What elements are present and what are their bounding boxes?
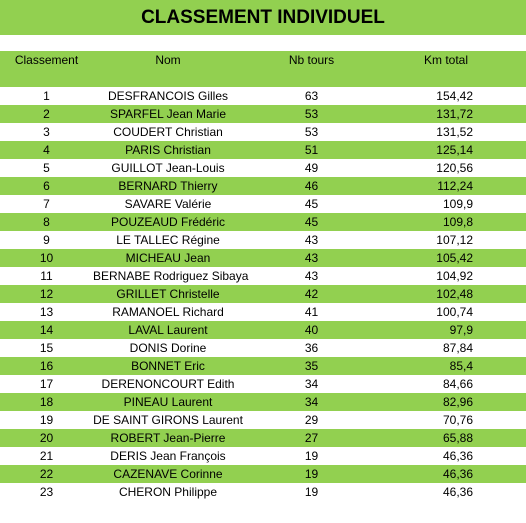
laps-cell: 34 xyxy=(304,377,319,391)
name-cell: CAZENAVE Corinne xyxy=(113,467,223,481)
table-row xyxy=(0,105,526,123)
name-cell: DE SAINT GIRONS Laurent xyxy=(93,413,243,427)
laps-cell: 53 xyxy=(304,125,319,139)
laps-cell: 19 xyxy=(304,485,319,499)
km-cell: 131,52 xyxy=(436,125,473,139)
rank-cell: 4 xyxy=(43,143,50,157)
km-cell: 85,4 xyxy=(449,359,473,373)
name-cell: GRILLET Christelle xyxy=(116,287,220,301)
laps-cell: 42 xyxy=(304,287,319,301)
laps-cell: 34 xyxy=(304,395,319,409)
name-cell: RAMANOEL Richard xyxy=(112,305,224,319)
laps-cell: 27 xyxy=(304,431,319,445)
name-cell: MICHEAU Jean xyxy=(125,251,211,265)
laps-cell: 19 xyxy=(304,467,319,481)
table-row xyxy=(0,321,526,339)
km-cell: 97,9 xyxy=(449,323,473,337)
table-row xyxy=(0,177,526,195)
name-cell: LAVAL Laurent xyxy=(128,323,208,337)
table-row xyxy=(0,411,526,429)
km-cell: 104,92 xyxy=(436,269,473,283)
rank-cell: 22 xyxy=(39,467,54,481)
laps-cell: 40 xyxy=(304,323,319,337)
name-cell: DESFRANCOIS Gilles xyxy=(107,89,229,103)
name-cell: DERIS Jean François xyxy=(110,449,226,463)
laps-cell: 19 xyxy=(304,449,319,463)
rank-cell: 15 xyxy=(39,341,54,355)
table-row xyxy=(0,213,526,231)
rank-cell: 19 xyxy=(39,413,54,427)
name-cell: DONIS Dorine xyxy=(129,341,207,355)
table-row xyxy=(0,141,526,159)
laps-cell: 49 xyxy=(304,161,319,175)
rank-cell: 11 xyxy=(40,269,53,283)
rank-cell: 7 xyxy=(43,197,50,211)
km-cell: 112,24 xyxy=(437,179,473,193)
laps-cell: 29 xyxy=(304,413,319,427)
laps-cell: 63 xyxy=(304,89,319,103)
km-cell: 46,36 xyxy=(442,467,473,481)
header-row xyxy=(0,51,526,69)
km-cell: 87,84 xyxy=(442,341,473,355)
laps-cell: 46 xyxy=(304,179,319,193)
name-cell: BONNET Eric xyxy=(131,359,205,373)
rank-cell: 6 xyxy=(43,179,50,193)
table-row xyxy=(0,339,526,357)
header-laps: Nb tours xyxy=(288,53,335,67)
km-cell: 131,72 xyxy=(436,107,473,121)
rank-cell: 5 xyxy=(43,161,50,175)
table-row xyxy=(0,393,526,411)
km-cell: 120,56 xyxy=(436,161,473,175)
km-cell: 109,9 xyxy=(442,197,473,211)
table-row xyxy=(0,483,526,501)
table-row xyxy=(0,285,526,303)
km-cell: 107,12 xyxy=(436,233,473,247)
km-cell: 46,36 xyxy=(442,449,473,463)
table-row xyxy=(0,249,526,267)
table-row xyxy=(0,303,526,321)
km-cell: 70,76 xyxy=(442,413,473,427)
rank-cell: 12 xyxy=(39,287,54,301)
rank-cell: 18 xyxy=(39,395,54,409)
laps-cell: 45 xyxy=(304,197,319,211)
name-cell: ROBERT Jean-Pierre xyxy=(110,431,226,445)
laps-cell: 45 xyxy=(304,215,319,229)
table-row xyxy=(0,267,526,285)
table-row xyxy=(0,195,526,213)
rank-cell: 8 xyxy=(43,215,50,229)
km-cell: 100,74 xyxy=(436,305,473,319)
table-row xyxy=(0,123,526,141)
name-cell: CHERON Philippe xyxy=(118,485,218,499)
header-rank: Classement xyxy=(14,53,79,67)
km-cell: 105,42 xyxy=(436,251,473,265)
name-cell: SPARFEL Jean Marie xyxy=(109,107,227,121)
name-cell: BERNARD Thierry xyxy=(118,179,218,193)
rank-cell: 3 xyxy=(43,125,50,139)
laps-cell: 53 xyxy=(304,107,319,121)
rank-cell: 2 xyxy=(43,107,50,121)
km-cell: 102,48 xyxy=(436,287,473,301)
name-cell: POUZEAUD Frédéric xyxy=(110,215,226,229)
name-cell: PARIS Christian xyxy=(125,143,211,157)
km-cell: 82,96 xyxy=(442,395,473,409)
rank-cell: 9 xyxy=(43,233,50,247)
table-row xyxy=(0,357,526,375)
name-cell: PINEAU Laurent xyxy=(123,395,213,409)
km-cell: 65,88 xyxy=(442,431,473,445)
table-row xyxy=(0,375,526,393)
table-row xyxy=(0,231,526,249)
name-cell: DERENONCOURT Edith xyxy=(101,377,235,391)
name-cell: LE TALLEC Régine xyxy=(116,233,220,247)
laps-cell: 43 xyxy=(304,251,319,265)
header-km: Km total xyxy=(423,53,468,67)
header-name: Nom xyxy=(155,53,181,67)
rank-cell: 14 xyxy=(39,323,54,337)
rank-cell: 21 xyxy=(39,449,54,463)
spacer-row xyxy=(0,35,526,51)
laps-cell: 36 xyxy=(304,341,319,355)
rank-cell: 1 xyxy=(43,89,50,103)
rank-cell: 20 xyxy=(39,431,54,445)
km-cell: 154,42 xyxy=(436,89,473,103)
page-title: CLASSEMENT INDIVIDUEL xyxy=(0,0,526,35)
name-cell: SAVARE Valérie xyxy=(124,197,212,211)
name-cell: BERNABE Rodriguez Sibaya xyxy=(93,269,249,283)
spacer-row-green xyxy=(0,69,526,87)
km-cell: 46,36 xyxy=(442,485,473,499)
laps-cell: 43 xyxy=(304,269,319,283)
km-cell: 84,66 xyxy=(442,377,473,391)
laps-cell: 41 xyxy=(304,305,319,319)
name-cell: COUDERT Christian xyxy=(113,125,223,139)
table-row xyxy=(0,429,526,447)
rank-cell: 13 xyxy=(39,305,54,319)
km-cell: 109,8 xyxy=(442,215,473,229)
table-row xyxy=(0,87,526,105)
laps-cell: 43 xyxy=(304,233,319,247)
table-row xyxy=(0,465,526,483)
rank-cell: 17 xyxy=(39,377,54,391)
rank-cell: 16 xyxy=(39,359,54,373)
rank-cell: 23 xyxy=(39,485,54,499)
km-cell: 125,14 xyxy=(436,143,473,157)
table-row xyxy=(0,447,526,465)
table-row xyxy=(0,159,526,177)
name-cell: GUILLOT Jean-Louis xyxy=(111,161,225,175)
laps-cell: 35 xyxy=(304,359,319,373)
laps-cell: 51 xyxy=(304,143,319,157)
rank-cell: 10 xyxy=(39,251,54,265)
